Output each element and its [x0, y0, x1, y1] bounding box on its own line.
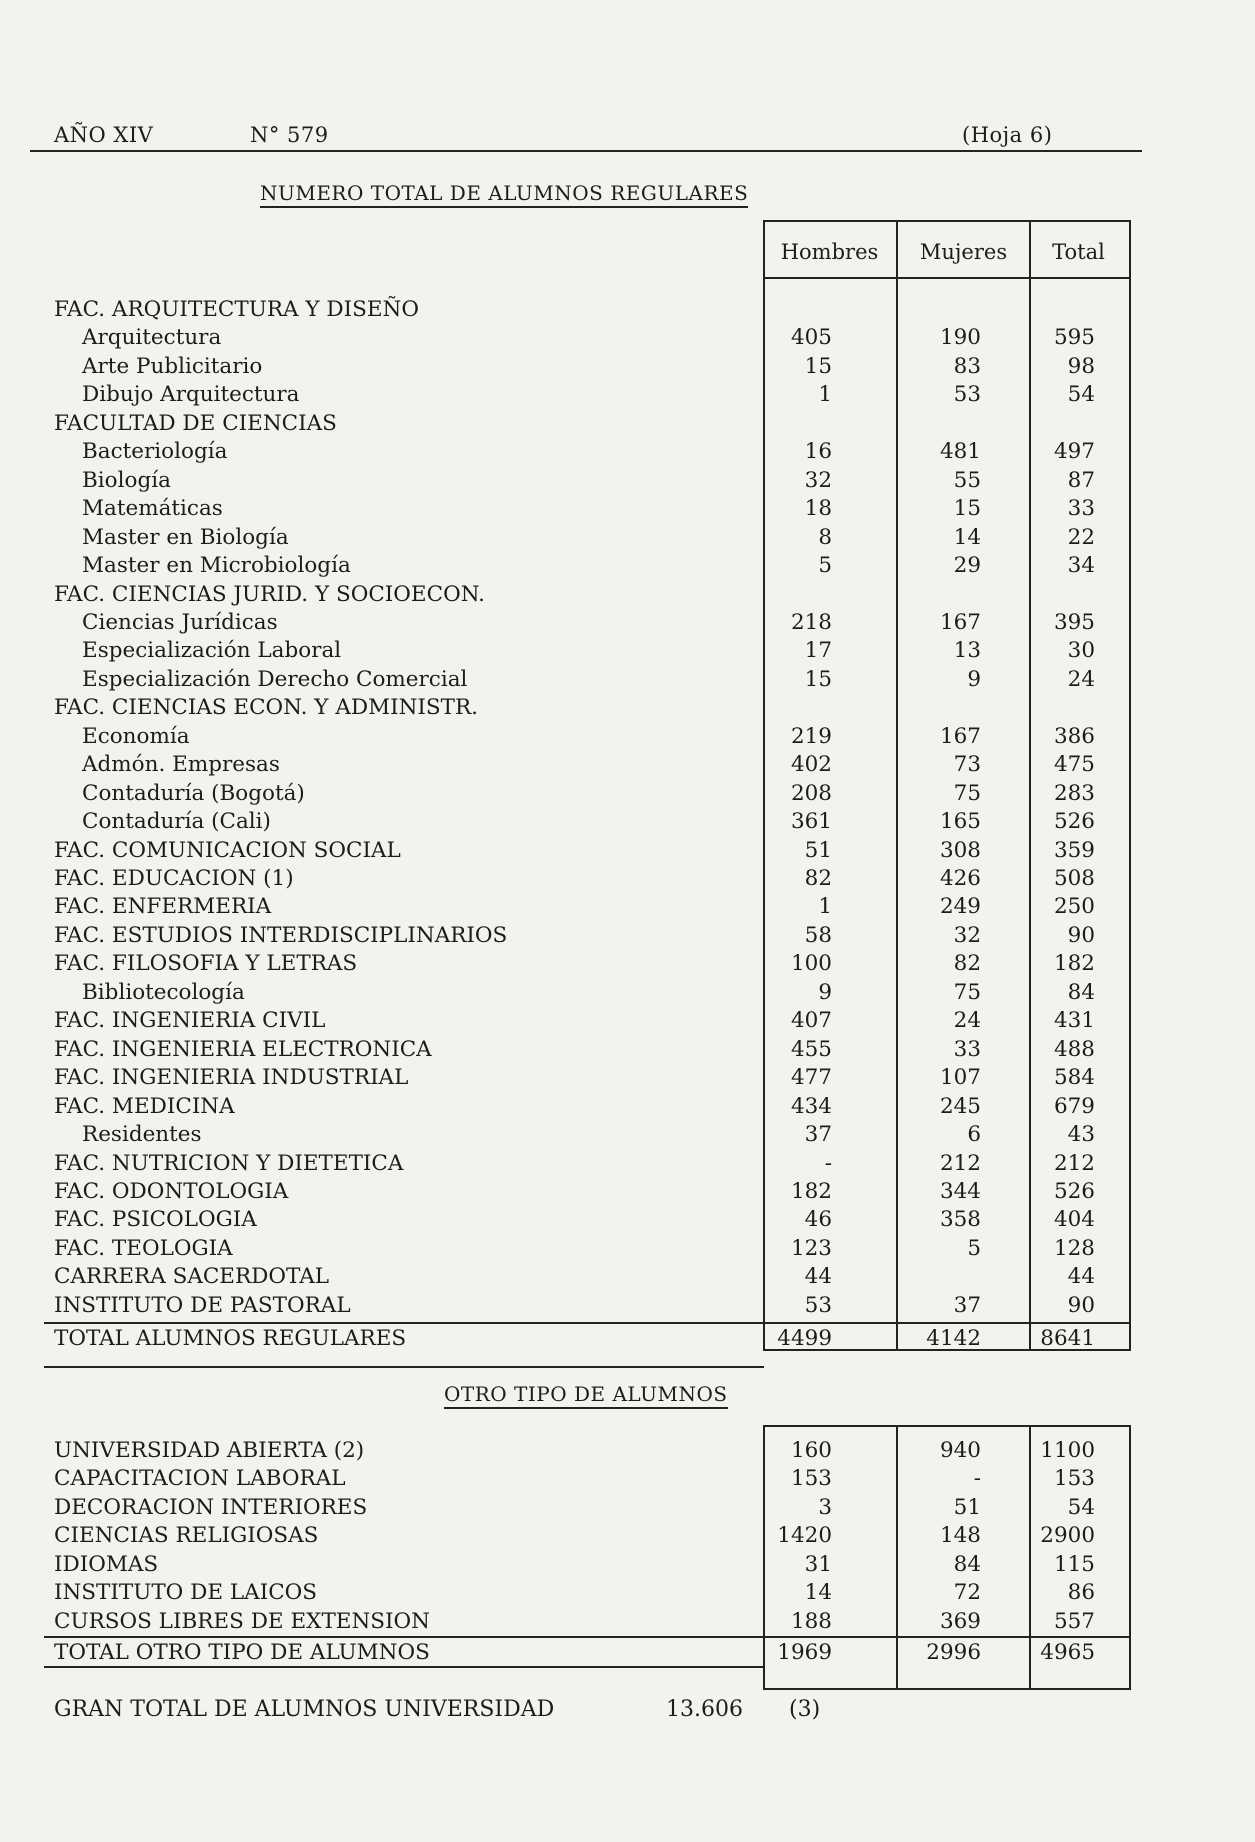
regular-row-men: 405: [790, 325, 832, 351]
regular-row-men: 16: [804, 439, 832, 465]
column-header-men: Hombres: [780, 240, 879, 264]
regular-row-total: 98: [1067, 353, 1095, 379]
regular-row-women: 37: [953, 1292, 981, 1318]
regular-row-label: Matemáticas: [82, 496, 223, 522]
regular-row-men: 37: [804, 1122, 832, 1148]
regular-row-label: Economía: [82, 723, 190, 749]
regular-row-label: INSTITUTO DE PASTORAL: [54, 1292, 351, 1318]
regular-row-men: 9: [818, 979, 832, 1005]
regular-row-label: FAC. INGENIERIA INDUSTRIAL: [54, 1065, 409, 1091]
regular-row-men: 53: [804, 1292, 832, 1318]
regular-row: [0, 837, 1255, 865]
regular-row-label: Admón. Empresas: [82, 752, 280, 778]
regular-row-total: 87: [1067, 467, 1095, 493]
regular-row-label: FAC. INGENIERIA CIVIL: [54, 1008, 326, 1034]
regular-total-rule: [44, 1322, 1129, 1324]
regular-row: [0, 780, 1255, 808]
other-total-row: [0, 1639, 1255, 1667]
regular-row-men: 51: [804, 837, 832, 863]
regular-row-women: 167: [939, 609, 981, 635]
regular-row-label: FAC. PSICOLOGIA: [54, 1207, 257, 1233]
regular-row-label: Master en Biología: [82, 524, 289, 550]
regular-row-men: 407: [790, 1008, 832, 1034]
regular-row: [0, 1263, 1255, 1291]
regular-row-total: 34: [1067, 553, 1095, 579]
regular-row-total: 90: [1067, 1292, 1095, 1318]
regular-row-label: FAC. ARQUITECTURA Y DISEÑO: [54, 297, 419, 322]
regular-row-total: 22: [1067, 524, 1095, 550]
regular-row-total: 54: [1067, 382, 1095, 408]
regular-row-total: 679: [1053, 1093, 1095, 1119]
regular-row-women: 33: [953, 1036, 981, 1062]
regular-row-label: FAC. MEDICINA: [54, 1093, 235, 1119]
regular-row: [0, 381, 1255, 409]
regular-row-total: 584: [1053, 1065, 1095, 1091]
regular-row-total: 595: [1053, 325, 1095, 351]
regular-row-total: 250: [1053, 894, 1095, 920]
regular-row-label: Especialización Derecho Comercial: [82, 666, 468, 692]
header-rule: [30, 150, 1142, 152]
regular-row-men: 32: [804, 467, 832, 493]
regular-row-women: 165: [939, 809, 981, 835]
regular-row-men: 46: [804, 1207, 832, 1233]
other-row-label: IDIOMAS: [54, 1551, 159, 1577]
regular-total-label: TOTAL ALUMNOS REGULARES: [54, 1326, 407, 1351]
regular-row-women: 249: [939, 894, 981, 920]
regular-row-men: 18: [804, 496, 832, 522]
regular-row-women: 55: [953, 467, 981, 493]
regular-row-label: Residentes: [82, 1122, 202, 1148]
regular-row-total: 33: [1067, 496, 1095, 522]
other-row-label: DECORACION INTERIORES: [54, 1494, 368, 1520]
regular-row-men: 455: [790, 1036, 832, 1062]
regular-row-men: 8: [818, 524, 832, 550]
other-total-rule: [44, 1636, 1129, 1638]
regular-row: [0, 467, 1255, 495]
regular-row-women: 15: [953, 496, 981, 522]
regular-row-total: 488: [1053, 1036, 1095, 1062]
regular-row-label: Arte Publicitario: [82, 353, 263, 379]
regular-row: [0, 723, 1255, 751]
regular-row-total: 90: [1067, 922, 1095, 948]
regular-row-label: Contaduría (Cali): [82, 809, 271, 835]
other-row-women: -: [973, 1466, 981, 1492]
regular-row-men: 44: [804, 1264, 832, 1290]
regular-row-men: 5: [818, 553, 832, 579]
regular-row-women: 82: [953, 951, 981, 977]
regular-row-total: 84: [1067, 979, 1095, 1005]
regular-row-women: 13: [953, 638, 981, 664]
regular-row-total: 30: [1067, 638, 1095, 664]
regular-row: [0, 1036, 1255, 1064]
other-row-total: 153: [1053, 1466, 1095, 1492]
other-students-title: OTRO TIPO DE ALUMNOS: [444, 1382, 728, 1409]
other-row: [0, 1465, 1255, 1493]
regular-row-women: 14: [953, 524, 981, 550]
regular-row-label: FAC. ESTUDIOS INTERDISCIPLINARIOS: [54, 922, 508, 948]
other-row-women: 84: [953, 1551, 981, 1577]
regular-row-total: 395: [1053, 609, 1095, 635]
regular-row-women: 212: [939, 1150, 981, 1176]
regular-row-women: 73: [953, 752, 981, 778]
other-row-men: 14: [804, 1580, 832, 1606]
regular-row-men: -: [824, 1150, 832, 1176]
column-header-total: Total: [1052, 240, 1105, 264]
regular-row-women: 358: [939, 1207, 981, 1233]
regular-header-rule: [763, 277, 1129, 279]
regular-row-men: 1: [818, 382, 832, 408]
regular-row-label: FAC. CIENCIAS JURID. Y SOCIOECON.: [54, 581, 485, 607]
other-row-label: CIENCIAS RELIGIOSAS: [54, 1523, 319, 1549]
regular-row: [0, 324, 1255, 352]
other-row-total: 1100: [1040, 1438, 1095, 1463]
regular-row-label: Dibujo Arquitectura: [82, 382, 300, 408]
regular-row-total: 431: [1053, 1008, 1095, 1034]
regular-row-women: 29: [953, 553, 981, 579]
regular-row-label: FAC. CIENCIAS ECON. Y ADMINISTR.: [54, 695, 478, 721]
regular-row-women: 9: [967, 666, 981, 692]
regular-row-label: Bibliotecología: [82, 979, 245, 1005]
other-total-women: 2996: [926, 1640, 981, 1665]
other-row: [0, 1579, 1255, 1607]
regular-row-women: 6: [967, 1122, 981, 1148]
regular-total-underline: [44, 1366, 764, 1368]
regular-row-total: 44: [1067, 1264, 1095, 1290]
regular-row: [0, 1121, 1255, 1149]
regular-row-label: FAC. ODONTOLOGIA: [54, 1178, 289, 1204]
regular-row-total: 182: [1053, 951, 1095, 977]
other-row-label: CAPACITACION LABORAL: [54, 1466, 346, 1492]
regular-row-label: Bacteriología: [82, 439, 228, 465]
regular-row: [0, 524, 1255, 552]
regular-row-women: 481: [939, 439, 981, 465]
regular-row: [0, 922, 1255, 950]
other-row-men: 3: [818, 1494, 832, 1520]
regular-row-total: 526: [1053, 809, 1095, 835]
regular-row-men: 82: [804, 866, 832, 891]
regular-row-label: FAC. INGENIERIA ELECTRONICA: [54, 1036, 432, 1062]
regular-row-women: 190: [939, 325, 981, 351]
regular-row-women: 107: [939, 1065, 981, 1091]
regular-total-all: 8641: [1040, 1326, 1095, 1351]
other-row-label: UNIVERSIDAD ABIERTA (2): [54, 1438, 365, 1463]
regular-row-label: FAC. TEOLOGIA: [54, 1235, 233, 1261]
regular-row-men: 219: [790, 723, 832, 749]
regular-row-total: 404: [1053, 1207, 1095, 1233]
regular-row: [0, 865, 1255, 893]
regular-row-label: Especialización Laboral: [82, 638, 342, 664]
regular-row-men: 58: [804, 922, 832, 948]
regular-row-total: 497: [1053, 439, 1095, 465]
grand-total-note: (3): [789, 1697, 821, 1722]
other-row-total: 2900: [1040, 1523, 1095, 1549]
regular-row-men: 182: [790, 1178, 832, 1204]
regular-row-men: 208: [790, 780, 832, 806]
regular-row-women: 426: [939, 866, 981, 891]
regular-row-women: 32: [953, 922, 981, 948]
regular-row-total: 128: [1053, 1235, 1095, 1261]
regular-row-women: 245: [939, 1093, 981, 1119]
regular-row: [0, 666, 1255, 694]
regular-row: [0, 979, 1255, 1007]
regular-row: [0, 1292, 1255, 1320]
regular-row: [0, 1093, 1255, 1121]
regular-row-women: 53: [953, 382, 981, 408]
issue-number: N° 579: [250, 123, 329, 147]
regular-row-label: Biología: [82, 467, 171, 493]
regular-row-total: 359: [1053, 837, 1095, 863]
regular-row-total: 475: [1053, 752, 1095, 778]
other-row-men: 153: [790, 1466, 832, 1492]
regular-row: [0, 1150, 1255, 1178]
regular-total-men: 4499: [777, 1326, 832, 1351]
other-row-women: 72: [953, 1580, 981, 1606]
grand-total-label: GRAN TOTAL DE ALUMNOS UNIVERSIDAD: [54, 1697, 555, 1722]
regular-row: [0, 438, 1255, 466]
other-row-total: 54: [1067, 1494, 1095, 1520]
other-row-total: 557: [1053, 1608, 1095, 1634]
regular-row-label: FAC. ENFERMERIA: [54, 894, 272, 920]
regular-row: [0, 353, 1255, 381]
regular-row: [0, 495, 1255, 523]
regular-row-total: 526: [1053, 1178, 1095, 1204]
regular-row: [0, 609, 1255, 637]
regular-row-total: 283: [1053, 780, 1095, 806]
regular-row-total: 508: [1053, 866, 1095, 891]
regular-row: [0, 1206, 1255, 1234]
regular-students-title: NUMERO TOTAL DE ALUMNOS REGULARES: [260, 181, 748, 208]
regular-row-label: FAC. COMUNICACION SOCIAL: [54, 837, 401, 863]
regular-row-total: 43: [1067, 1122, 1095, 1148]
other-total-label: TOTAL OTRO TIPO DE ALUMNOS: [54, 1640, 430, 1665]
other-row-women: 369: [939, 1608, 981, 1634]
regular-row-men: 100: [790, 951, 832, 977]
regular-row-men: 434: [790, 1093, 832, 1119]
regular-row-men: 123: [790, 1235, 832, 1261]
regular-row: [0, 296, 1255, 324]
regular-row-men: 218: [790, 609, 832, 635]
regular-row-women: 308: [939, 837, 981, 863]
regular-row-women: 344: [939, 1178, 981, 1204]
regular-row: [0, 950, 1255, 978]
regular-row-men: 1: [818, 894, 832, 920]
other-row: [0, 1522, 1255, 1550]
other-row-men: 1420: [777, 1523, 832, 1549]
regular-row-label: Ciencias Jurídicas: [82, 609, 278, 635]
regular-row: [0, 581, 1255, 609]
other-row-total: 115: [1053, 1551, 1095, 1577]
regular-row-men: 361: [790, 809, 832, 835]
other-row-label: INSTITUTO DE LAICOS: [54, 1580, 317, 1606]
other-row-women: 51: [953, 1494, 981, 1520]
sheet-label: (Hoja 6): [962, 123, 1053, 147]
other-row-men: 160: [790, 1438, 832, 1463]
column-header-women: Mujeres: [919, 240, 1008, 264]
regular-row: [0, 808, 1255, 836]
regular-row: [0, 1064, 1255, 1092]
regular-row: [0, 893, 1255, 921]
regular-row-total: 386: [1053, 723, 1095, 749]
regular-row-women: 75: [953, 780, 981, 806]
other-row-total: 86: [1067, 1580, 1095, 1606]
regular-row: [0, 410, 1255, 438]
regular-row: [0, 1235, 1255, 1263]
other-row-men: 31: [804, 1551, 832, 1577]
regular-row: [0, 552, 1255, 580]
regular-row-label: CARRERA SACERDOTAL: [54, 1264, 330, 1290]
regular-row-women: 167: [939, 723, 981, 749]
other-row: [0, 1608, 1255, 1636]
other-total-underline: [44, 1666, 764, 1668]
regular-row: [0, 1007, 1255, 1035]
regular-row: [0, 1178, 1255, 1206]
regular-row-men: 15: [804, 666, 832, 692]
regular-total-row: [0, 1325, 1255, 1353]
regular-row-women: 75: [953, 979, 981, 1005]
regular-row: [0, 751, 1255, 779]
other-total-all: 4965: [1040, 1640, 1095, 1665]
regular-row-label: Contaduría (Bogotá): [82, 780, 305, 806]
regular-row-total: 24: [1067, 666, 1095, 692]
year-label: AÑO XIV: [54, 123, 154, 147]
grand-total-value: 13.606: [666, 1697, 743, 1722]
regular-row-women: 83: [953, 353, 981, 379]
other-total-men: 1969: [777, 1640, 832, 1665]
regular-row-men: 402: [790, 752, 832, 778]
regular-row-label: FAC. EDUCACION (1): [54, 866, 294, 891]
regular-row-label: Master en Microbiología: [82, 553, 351, 579]
regular-row-label: FACULTAD DE CIENCIAS: [54, 410, 337, 436]
other-row: [0, 1551, 1255, 1579]
regular-row-women: 24: [953, 1008, 981, 1034]
regular-row-men: 477: [790, 1065, 832, 1091]
other-row-women: 148: [939, 1523, 981, 1549]
other-row: [0, 1437, 1255, 1465]
other-row: [0, 1494, 1255, 1522]
other-row-men: 188: [790, 1608, 832, 1634]
regular-row-men: 17: [804, 638, 832, 664]
other-row-label: CURSOS LIBRES DE EXTENSION: [54, 1608, 430, 1634]
regular-row-label: Arquitectura: [82, 325, 222, 351]
regular-row-total: 212: [1053, 1150, 1095, 1176]
regular-row-men: 15: [804, 353, 832, 379]
regular-total-women: 4142: [926, 1326, 981, 1351]
regular-row-label: FAC. NUTRICION Y DIETETICA: [54, 1150, 404, 1176]
regular-row-label: FAC. FILOSOFIA Y LETRAS: [54, 951, 358, 977]
other-row-women: 940: [939, 1438, 981, 1463]
regular-row-women: 5: [967, 1235, 981, 1261]
regular-row: [0, 637, 1255, 665]
regular-row: [0, 694, 1255, 722]
